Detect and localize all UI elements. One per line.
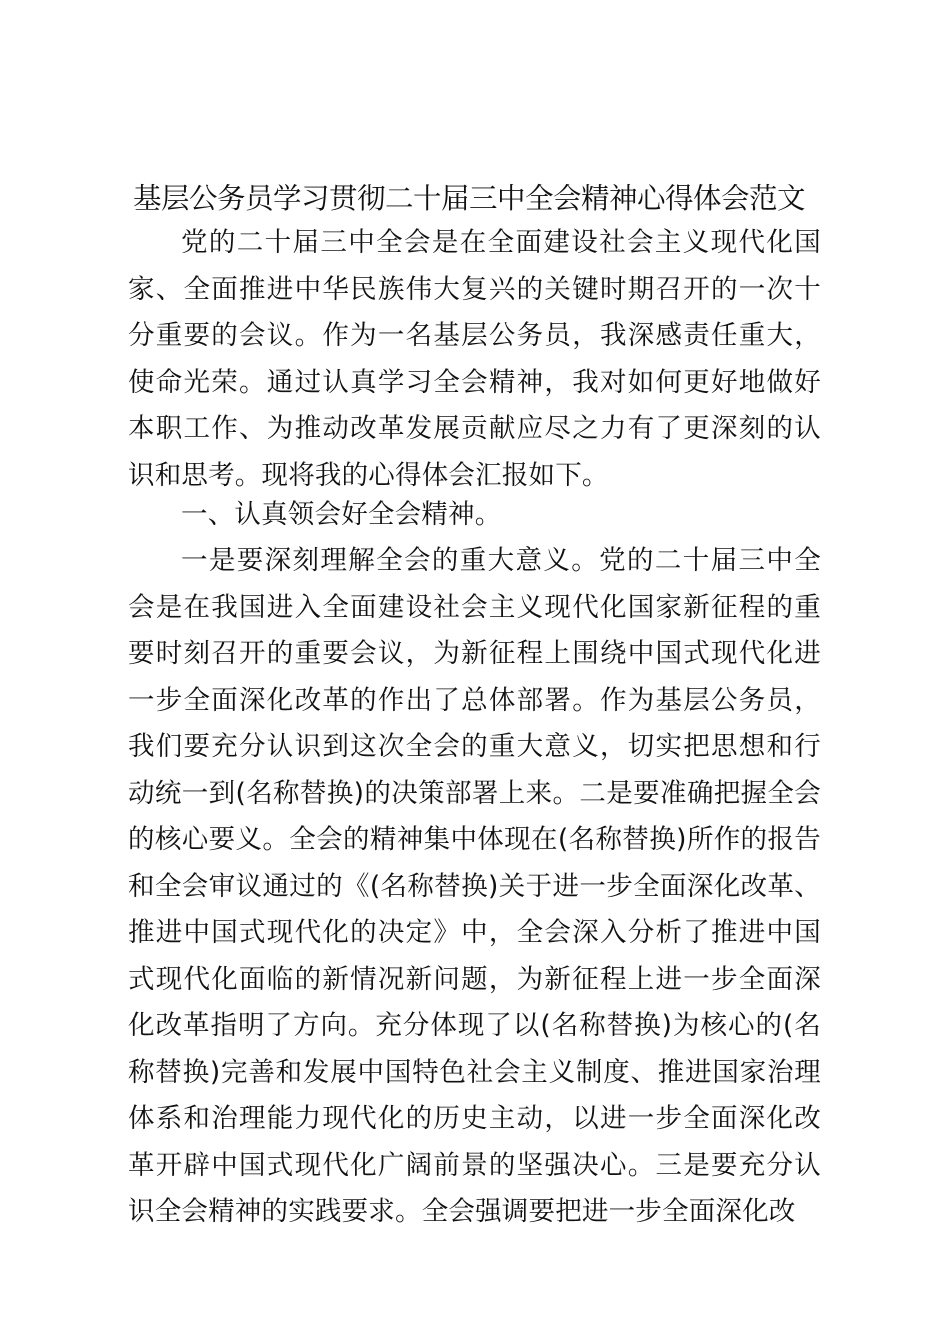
body-paragraph: 一是要深刻理解全会的重大意义。党的二十届三中全会是在我国进入全面建设社会主义现代化国家新征程的重要时刻召开的重要会议，为新征程上围绕中国式现代化进一步全面深化改革的作出了总体部署。作为基层公务员，我们要充分认识到这次全会的重大意义，切实把思想和行动统一到(名称替换)的决策部署上来。二是要准确把握全会的核心要义。全会的精神集中体现在(名称替换)所作的报告和全会审议通过的《(名称替换)关于进一步全面深化改革、推进中国式现代化的决定》中，全会深入分析了推进中国式现代化面临的新情况新问题，为新征程上进一步全面深化改革指明了方向。充分体现了以(名称替换)为核心的(名称替换)完善和发展中国特色社会主义制度、推进国家治理体系和治理能力现代化的历史主动，以进一步全面深化改革开辟中国式现代化广阔前景的坚强决心。三是要充分认识全会精神的实践要求。全会强调要把进一步全面深化改 xyxy=(128,545,821,1227)
intro-paragraph: 党的二十届三中全会是在全面建设社会主义现代化国家、全面推进中华民族伟大复兴的关键时期召开的一次十分重要的会议。作为一名基层公务员，我深感责任重大，使命光荣。通过认真学习全会精神，我对如何更好地做好本职工作、为推动改革发展贡献应尽之力有了更深刻的认识和思考。现将我的心得体会汇报如下。 xyxy=(128,227,821,491)
document-title: 基层公务员学习贯彻二十届三中全会精神心得体会范文 xyxy=(133,182,806,215)
section-heading: 一、认真领会好全会精神。 xyxy=(181,499,502,530)
